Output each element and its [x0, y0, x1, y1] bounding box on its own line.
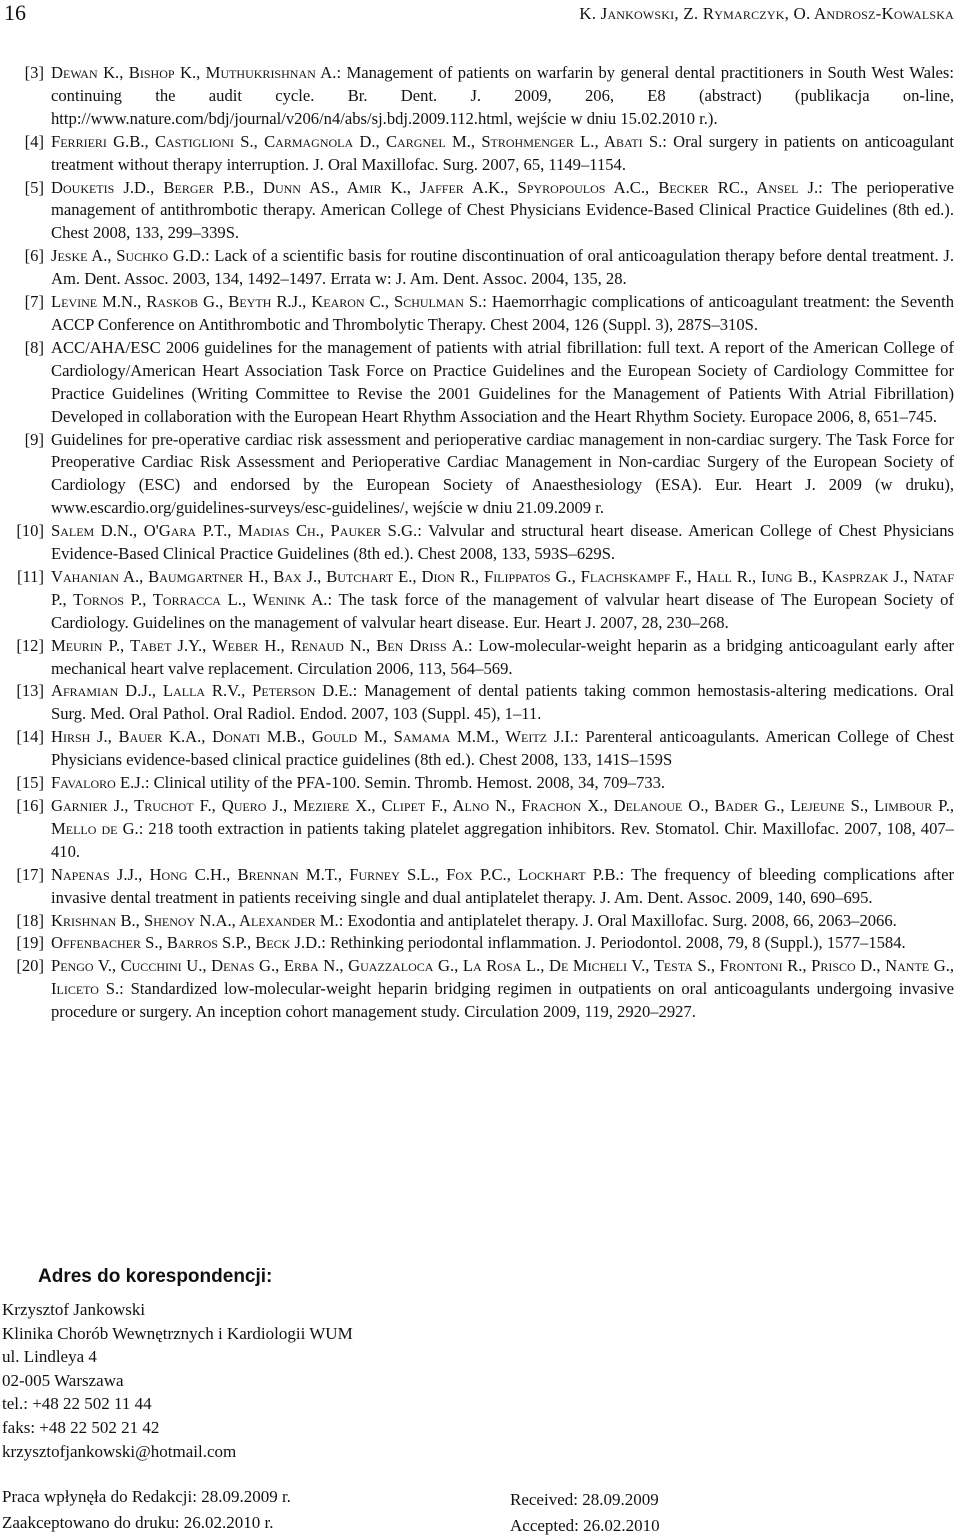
- reference-number: [18]: [16, 910, 44, 930]
- reference-number: [17]: [16, 864, 44, 884]
- reference-number: [14]: [16, 727, 44, 747]
- reference-text: Guidelines for pre-operative cardiac risk assessment and perioperative cardiac management in non-cardiac surgery. The Task Force for Preoperative Cardiac Risk Assessment and Perioperative Cardiac Management in Non-cardiac Surgery of the European Society of Cardiology (ESC) and endorsed by the European Society of Anaesthesiology (ESA). Eur. Heart J. 2009 (w druku), www.escardio.org/guidelines-surveys/esc-guidelines/, wejście w dniu 21.09.2009 r.: [51, 429, 954, 518]
- reference-9: [10, 429, 954, 521]
- dates-polish: [2, 1484, 291, 1536]
- reference-authors: Meurin P., Tabet J.Y., Weber H., Renaud N., Ben Driss A.: [51, 635, 469, 655]
- correspondence-email: krzysztofjankowski@hotmail.com: [2, 1441, 237, 1461]
- reference-6: [10, 245, 954, 291]
- reference-text: : The frequency of bleeding complications after invasive dental treatment in patients receiving single and dual antiplatelet therapy. J. Am. Dent. Assoc. 2009, 140, 690–695.: [51, 864, 954, 907]
- reference-13: [10, 680, 954, 726]
- correspondence-street: ul. Lindleya 4: [2, 1347, 97, 1367]
- reference-text: : 218 tooth extraction in patients taking platelet aggregation inhibitors. Rev. Stomatol. Chir. Maxillofac. 2007, 108, 407–410.: [51, 818, 954, 861]
- reference-authors: Krishnan B., Shenoy N.A., Alexander M.: [51, 910, 339, 930]
- reference-text: : Valvular and structural heart disease. American College of Chest Physicians Evidence-Based Clinical Practice Guidelines (8th ed.). Chest 2008, 133, 593S–629S.: [51, 521, 954, 564]
- reference-number: [12]: [16, 635, 44, 655]
- reference-4: [10, 131, 954, 177]
- reference-number: [16]: [16, 796, 44, 815]
- reference-authors: Hirsh J., Bauer K.A., Donati M.B., Gould M., Samama M.M., Weitz J.I.: [51, 727, 575, 747]
- reference-18: [10, 910, 954, 933]
- reference-authors: Vahanian A., Baumgartner H., Bax J., Butchart E., Dion R., Filippatos G., Flachskampf F., Hall R., Iung B., Kasprzak J., Nataf P., Tornos P., Torracca L., Wenink A.: [51, 566, 954, 609]
- correspondence-phone: tel.: +48 22 502 11 44: [2, 1394, 152, 1414]
- reference-text: : Parenteral anticoagulants. American College of Chest Physicians evidence-based clinical practice guidelines (8th ed.). Chest 2008, 133, 141S–159S: [51, 727, 954, 770]
- correspondence-institution: Klinika Chorób Wewnętrznych i Kardiologii WUM: [2, 1323, 353, 1343]
- reference-number: [6]: [24, 246, 44, 266]
- reference-19: [10, 932, 954, 955]
- reference-15: [10, 772, 954, 795]
- reference-7: [10, 291, 954, 337]
- reference-number: [7]: [24, 292, 44, 312]
- reference-3: [10, 62, 954, 131]
- reference-number: [11]: [16, 566, 44, 586]
- reference-text: : Clinical utility of the PFA-100. Semin. Thromb. Hemost. 2008, 34, 709–733.: [144, 773, 666, 793]
- reference-text: : Lack of a scientific basis for routine discontinuation of oral anticoagulation therapy before dental treatment. J. Am. Dent. Assoc. 2003, 134, 1492–1497. Errata w: J. Am. Dent. Assoc. 2004, 135, 28.: [51, 246, 954, 289]
- reference-number: [19]: [16, 933, 44, 953]
- correspondence-heading: Adres do korespondencji:: [38, 1266, 273, 1287]
- reference-text: : Rethinking periodontal inflammation. J. Periodontol. 2008, 79, 8 (Suppl.), 1577–1584.: [321, 933, 906, 953]
- reference-number: [9]: [24, 429, 44, 449]
- reference-text: : The perioperative management of antithrombotic therapy. American College of Chest Physicians Evidence-Based Clinical Practice Guidelines (8th ed.). Chest 2008, 133, 299–339S.: [51, 177, 954, 243]
- reference-11: [10, 566, 954, 635]
- reference-number: [20]: [16, 956, 44, 976]
- reference-text: ACC/AHA/ESC 2006 guidelines for the management of patients with atrial fibrillation: full text. A report of the American College of Cardiology/American Heart Association Task Force on Practice Guidelines and the European Society of Cardiology Committee for Practice Guidelines (Writing Committee to Revise the 2001 Guidelines for the Management of Patients With Atrial Fibrillation) Developed in collaboration with the European Heart Rhythm Association and the Heart Rhythm Society. Europace 2006, 8, 651–745.: [51, 337, 954, 426]
- accepted-date-pl: Zaakceptowano do druku: 26.02.2010 r.: [2, 1513, 274, 1532]
- reference-5: [10, 177, 954, 246]
- reference-number: [5]: [24, 177, 44, 197]
- reference-text: : Management of patients on warfarin by general dental practitioners in South West Wales: continuing the audit cycle. Br. Dent. J. 2009, 206, E8 (abstract) (publikacja on-line, http://www.nature.com/bdj/journal/v206/n4/abs/sj.bdj.2009.112.html, wejście w dniu 15.02.2010 r.).: [51, 63, 954, 128]
- page-number: 16: [4, 0, 26, 25]
- reference-number: [10]: [16, 521, 44, 541]
- reference-number: [3]: [24, 63, 44, 82]
- reference-authors: Ferrieri G.B., Castiglioni S., Carmagnola D., Cargnel M., Strohmenger L., Abati S.: [51, 131, 663, 151]
- reference-10: [10, 520, 954, 566]
- reference-text: : Standardized low-molecular-weight heparin bridging regimen in outpatients on oral anticoagulants undergoing invasive procedure or surgery. An inception cohort management study. Circulation 2009, 119, 2920–2927.: [51, 979, 954, 1022]
- reference-authors: Aframian D.J., Lalla R.V., Peterson D.E.: [51, 681, 353, 701]
- reference-authors: Garnier J., Truchot F., Quero J., Meziere X., Clipet F., Alno N., Frachon X., Delanoue O., Bader G., Lejeune S., Limbour P., Mello de G.: [51, 796, 954, 838]
- correspondence-city: 02-005 Warszawa: [2, 1370, 124, 1390]
- reference-authors: Salem D.N., O'Gara P.T., Madias Ch., Pauker S.G.: [51, 521, 418, 541]
- reference-text: : Oral surgery in patients on anticoagulant treatment without therapy interruption. J. Oral Maxillofac. Surg. 2007, 65, 1149–1154.: [51, 131, 954, 174]
- reference-text: : Management of dental patients taking common hemostasis-altering medications. Oral Surg. Med. Oral Pathol. Oral Radiol. Endod. 2007, 103 (Suppl. 45), 1–11.: [51, 681, 954, 724]
- correspondence-address: [2, 1298, 353, 1463]
- reference-authors: Favaloro E.J.: [51, 773, 145, 793]
- reference-authors: Levine M.N., Raskob G., Beyth R.J., Kearon C., Schulman S.: [51, 292, 483, 312]
- reference-17: [10, 864, 954, 910]
- reference-12: [10, 635, 954, 681]
- running-head: K. Jankowski, Z. Rymarczyk, O. Androsz-Kowalska: [579, 4, 954, 23]
- reference-authors: Pengo V., Cucchini U., Denas G., Erba N., Guazzaloca G., La Rosa L., De Micheli V., Testa S., Frontoni R., Prisco D., Nante G., Iliceto S.: [51, 956, 954, 999]
- correspondence-fax: faks: +48 22 502 21 42: [2, 1417, 160, 1437]
- reference-authors: Douketis J.D., Berger P.B., Dunn AS., Amir K., Jaffer A.K., Spyropoulos A.C., Becker RC., Ansel J.: [51, 177, 819, 197]
- reference-authors: Jeske A., Suchko G.D.: [51, 246, 206, 266]
- reference-number: [4]: [24, 131, 44, 151]
- reference-8: [10, 337, 954, 429]
- reference-14: [10, 726, 954, 772]
- reference-authors: Napenas J.J., Hong C.H., Brennan M.T., Furney S.L., Fox P.C., Lockhart P.B.: [51, 864, 620, 884]
- reference-text: : The task force of the management of valvular heart disease of The European Society of Cardiology. Guidelines on the management of valvular heart disease. Eur. Heart J. 2007, 28, 230–268.: [51, 589, 954, 632]
- reference-list: [10, 62, 954, 1024]
- reference-20: [10, 955, 954, 1024]
- accepted-date-en: Accepted: 26.02.2010: [510, 1516, 660, 1535]
- correspondence-name: Krzysztof Jankowski: [2, 1300, 146, 1319]
- reference-number: [15]: [16, 773, 44, 793]
- reference-text: : Exodontia and antiplatelet therapy. J. Oral Maxillofac. Surg. 2008, 66, 2063–2066.: [338, 910, 897, 930]
- dates-english: [510, 1487, 660, 1539]
- reference-number: [13]: [16, 681, 44, 701]
- reference-16: [10, 795, 954, 864]
- reference-text: : Haemorrhagic complications of anticoagulant treatment: the Seventh ACCP Conference on Antithrombotic and Thrombolytic Therapy. Chest 2004, 126 (Suppl. 3), 287S–310S.: [51, 292, 954, 334]
- reference-number: [8]: [24, 337, 44, 357]
- reference-authors: Offenbacher S., Barros S.P., Beck J.D.: [51, 933, 322, 953]
- received-date-pl: Praca wpłynęła do Redakcji: 28.09.2009 r.: [2, 1487, 291, 1506]
- reference-authors: Dewan K., Bishop K., Muthukrishnan A.: [51, 63, 337, 82]
- received-date-en: Received: 28.09.2009: [510, 1490, 659, 1509]
- reference-text: : Low-molecular-weight heparin as a bridging anticoagulant early after mechanical heart valve replacement. Circulation 2006, 113, 564–569.: [51, 635, 954, 678]
